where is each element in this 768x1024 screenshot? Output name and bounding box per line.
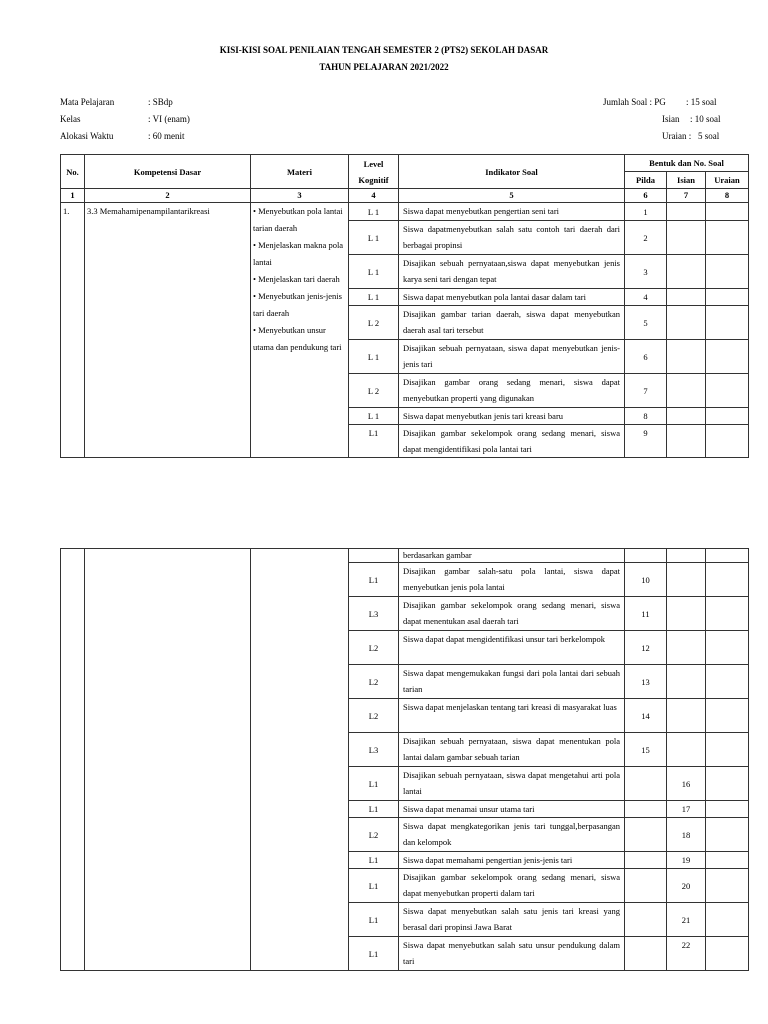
level-cell: L1: [349, 903, 399, 937]
uraian-cell: [706, 255, 749, 289]
col-number: 1: [61, 189, 85, 203]
materi-cell: [251, 203, 349, 458]
pilda-cell: 15: [625, 733, 667, 767]
level-cell: L1: [349, 425, 399, 458]
kelas-label: Kelas: [60, 114, 81, 124]
document-subtitle: TAHUN PELAJARAN 2021/2022: [319, 62, 449, 72]
pilda-cell: 8: [625, 408, 667, 425]
pilda-cell: 2: [625, 221, 667, 255]
uraian-cell: [706, 903, 749, 937]
level-cell: L 2: [349, 374, 399, 408]
level-cell: L1: [349, 869, 399, 903]
isian-cell: [667, 699, 706, 733]
row-number: [61, 549, 85, 971]
isian-cell: 16: [667, 767, 706, 801]
materi-item: • Menjelaskan tari daerah: [253, 274, 340, 284]
uraian-cell: [706, 221, 749, 255]
isian-label: Isian: [662, 114, 680, 124]
alokasi-value: : 60 menit: [148, 131, 185, 141]
uraian-cell: [706, 374, 749, 408]
header-uraian: Uraian: [706, 172, 749, 189]
isian-cell: 17: [667, 801, 706, 818]
pilda-cell: [625, 767, 667, 801]
pilda-cell: 12: [625, 631, 667, 665]
uraian-cell: [706, 425, 749, 458]
indikator-cell: Siswa dapat mengkategorikan jenis tari tunggal,berpasangan dan kelompok: [399, 818, 625, 852]
uraian-label: Uraian :: [662, 131, 692, 141]
level-cell: L 1: [349, 203, 399, 221]
header-bentuk: Bentuk dan No. Soal: [625, 155, 749, 172]
isian-cell: 19: [667, 852, 706, 869]
uraian-cell: [706, 665, 749, 699]
pilda-cell: [625, 852, 667, 869]
level-cell: L 1: [349, 408, 399, 425]
materi-cell: [251, 549, 349, 971]
row-number: 1.: [61, 203, 85, 458]
level-cell: L3: [349, 733, 399, 767]
indikator-cell: Siswa dapat menjelaskan tentang tari kreasi di masyarakat luas: [399, 699, 625, 733]
pilda-cell: 9: [625, 425, 667, 458]
level-cell: L2: [349, 631, 399, 665]
col-number: 3: [251, 189, 349, 203]
indikator-cell: Disajikan sebuah pernyataan, siswa dapat menentukan pola lantai dalam gambar sebuah tarian: [399, 733, 625, 767]
level-cell: [349, 549, 399, 563]
isian-cell: [667, 289, 706, 306]
uraian-cell: [706, 340, 749, 374]
header-materi: Materi: [251, 155, 349, 189]
level-cell: L1: [349, 563, 399, 597]
isian-cell: [667, 665, 706, 699]
indikator-cell: Siswa dapat memahami pengertian jenis-jenis tari: [399, 852, 625, 869]
pilda-cell: 1: [625, 203, 667, 221]
isian-cell: 20: [667, 869, 706, 903]
uraian-cell: [706, 801, 749, 818]
uraian-cell: [706, 597, 749, 631]
indikator-cell: Siswa dapat menyebutkan pola lantai dasar dalam tari: [399, 289, 625, 306]
pilda-cell: 10: [625, 563, 667, 597]
uraian-value: 5 soal: [698, 131, 720, 141]
pilda-cell: [625, 818, 667, 852]
indikator-cell: berdasarkan gambar: [399, 549, 625, 563]
uraian-cell: [706, 306, 749, 340]
kompetensi-dasar: 3.3 Memahamipenampilantarikreasi: [85, 203, 251, 458]
document-title: KISI-KISI SOAL PENILAIAN TENGAH SEMESTER 2 (PTS2) SEKOLAH DASAR: [219, 45, 549, 55]
pilda-cell: [625, 869, 667, 903]
pilda-cell: 3: [625, 255, 667, 289]
indikator-cell: Disajikan sebuah pernyataan,siswa dapat menyebutkan jenis karya seni tari dengan tepat: [399, 255, 625, 289]
kelas-value: : VI (enam): [148, 114, 190, 124]
pilda-cell: [625, 549, 667, 563]
isian-cell: [667, 340, 706, 374]
isian-value: : 10 soal: [690, 114, 721, 124]
isian-cell: [667, 425, 706, 458]
pilda-cell: [625, 903, 667, 937]
col-number: 6: [625, 189, 667, 203]
uraian-cell: [706, 289, 749, 306]
uraian-cell: [706, 818, 749, 852]
isian-cell: 21: [667, 903, 706, 937]
isian-cell: [667, 221, 706, 255]
indikator-cell: Siswa dapat menyebutkan salah satu unsur pendukung dalam tari: [399, 937, 625, 971]
uraian-cell: [706, 699, 749, 733]
level-cell: L1: [349, 801, 399, 818]
pilda-cell: 7: [625, 374, 667, 408]
jumlah-soal-label: Jumlah Soal : PG: [603, 97, 666, 107]
isian-cell: [667, 597, 706, 631]
materi-item: • Menyebutkan pola lantai tarian daerah: [253, 206, 343, 233]
indikator-cell: Disajikan gambar sekelompok orang sedang menari, siswa dapat menentukan asal daerah tari: [399, 597, 625, 631]
level-cell: L 1: [349, 340, 399, 374]
pilda-cell: [625, 937, 667, 971]
uraian-cell: [706, 408, 749, 425]
header-pilda: Pilda: [625, 172, 667, 189]
uraian-cell: [706, 733, 749, 767]
indikator-cell: Disajikan gambar sekelompok orang sedang menari, siswa dapat mengidentifikasi pola lantai tari: [399, 425, 625, 458]
level-cell: L1: [349, 852, 399, 869]
indikator-cell: Siswa dapat menyebutkan pengertian seni tari: [399, 203, 625, 221]
col-number: 2: [85, 189, 251, 203]
materi-item: • Menyebutkan jenis-jenis tari daerah: [253, 291, 342, 318]
uraian-cell: [706, 203, 749, 221]
col-number: 5: [399, 189, 625, 203]
kisi-table-part2: [60, 548, 749, 971]
isian-cell: [667, 255, 706, 289]
col-number: 4: [349, 189, 399, 203]
col-number: 8: [706, 189, 749, 203]
indikator-cell: Siswa dapat menyebutkan jenis tari kreasi baru: [399, 408, 625, 425]
pilda-cell: [625, 801, 667, 818]
isian-cell: [667, 408, 706, 425]
isian-cell: [667, 306, 706, 340]
materi-item: • Menjelaskan makna pola lantai: [253, 240, 344, 267]
level-cell: L 1: [349, 221, 399, 255]
level-cell: L1: [349, 937, 399, 971]
pilda-cell: 14: [625, 699, 667, 733]
level-cell: L2: [349, 818, 399, 852]
uraian-cell: [706, 549, 749, 563]
indikator-cell: Disajikan gambar sekelompok orang sedang menari, siswa dapat menyebutkan properti dalam tari: [399, 869, 625, 903]
uraian-cell: [706, 631, 749, 665]
isian-cell: 18: [667, 818, 706, 852]
kisi-table-part1: [60, 154, 749, 458]
indikator-cell: Siswa dapat dapat mengidentifikasi unsur tari berkelompok: [399, 631, 625, 665]
header-no: No.: [61, 155, 85, 189]
jumlah-pg-value: : 15 soal: [686, 97, 717, 107]
pilda-cell: 6: [625, 340, 667, 374]
level-cell: L2: [349, 665, 399, 699]
indikator-cell: Disajikan gambar salah-satu pola lantai, siswa dapat menyebutkan jenis pola lantai: [399, 563, 625, 597]
uraian-cell: [706, 869, 749, 903]
level-cell: L 1: [349, 289, 399, 306]
level-cell: L 1: [349, 255, 399, 289]
col-number: 7: [667, 189, 706, 203]
indikator-cell: Disajikan gambar tarian daerah, siswa dapat menyebutkan daerah asal tari tersebut: [399, 306, 625, 340]
level-cell: L3: [349, 597, 399, 631]
isian-cell: [667, 563, 706, 597]
indikator-cell: Siswa dapatmenyebutkan salah satu contoh tari daerah dari berbagai propinsi: [399, 221, 625, 255]
uraian-cell: [706, 563, 749, 597]
uraian-cell: [706, 767, 749, 801]
isian-cell: [667, 631, 706, 665]
header-kd: Kompetensi Dasar: [85, 155, 251, 189]
mapel-label: Mata Pelajaran: [60, 97, 115, 107]
kompetensi-dasar: [85, 549, 251, 971]
level-cell: L2: [349, 699, 399, 733]
isian-cell: [667, 549, 706, 563]
pilda-cell: 4: [625, 289, 667, 306]
isian-cell: 22: [667, 937, 706, 971]
uraian-cell: [706, 937, 749, 971]
isian-cell: [667, 733, 706, 767]
indikator-cell: Siswa dapat mengemukakan fungsi dari pola lantai dari sebuah tarian: [399, 665, 625, 699]
header-indikator: Indikator Soal: [399, 155, 625, 189]
alokasi-label: Alokasi Waktu: [60, 131, 114, 141]
indikator-cell: Disajikan sebuah pernyataan, siswa dapat menyebutkan jenis-jenis tari: [399, 340, 625, 374]
pilda-cell: 11: [625, 597, 667, 631]
mapel-value: : SBdp: [148, 97, 173, 107]
indikator-cell: Disajikan gambar orang sedang menari, siswa dapat menyebutkan properti yang digunakan: [399, 374, 625, 408]
uraian-cell: [706, 852, 749, 869]
pilda-cell: 13: [625, 665, 667, 699]
isian-cell: [667, 203, 706, 221]
indikator-cell: Disajikan sebuah pernyataan, siswa dapat mengetahui arti pola lantai: [399, 767, 625, 801]
isian-cell: [667, 374, 706, 408]
materi-item: • Menyebutkan unsur utama dan pendukung tari: [253, 325, 342, 352]
indikator-cell: Siswa dapat menyebutkan salah satu jenis tari kreasi yang berasal dari propinsi Jawa Barat: [399, 903, 625, 937]
level-cell: L1: [349, 767, 399, 801]
pilda-cell: 5: [625, 306, 667, 340]
header-level: Level Kognitif: [349, 155, 399, 189]
indikator-cell: Siswa dapat menamai unsur utama tari: [399, 801, 625, 818]
header-isian: Isian: [667, 172, 706, 189]
level-cell: L 2: [349, 306, 399, 340]
